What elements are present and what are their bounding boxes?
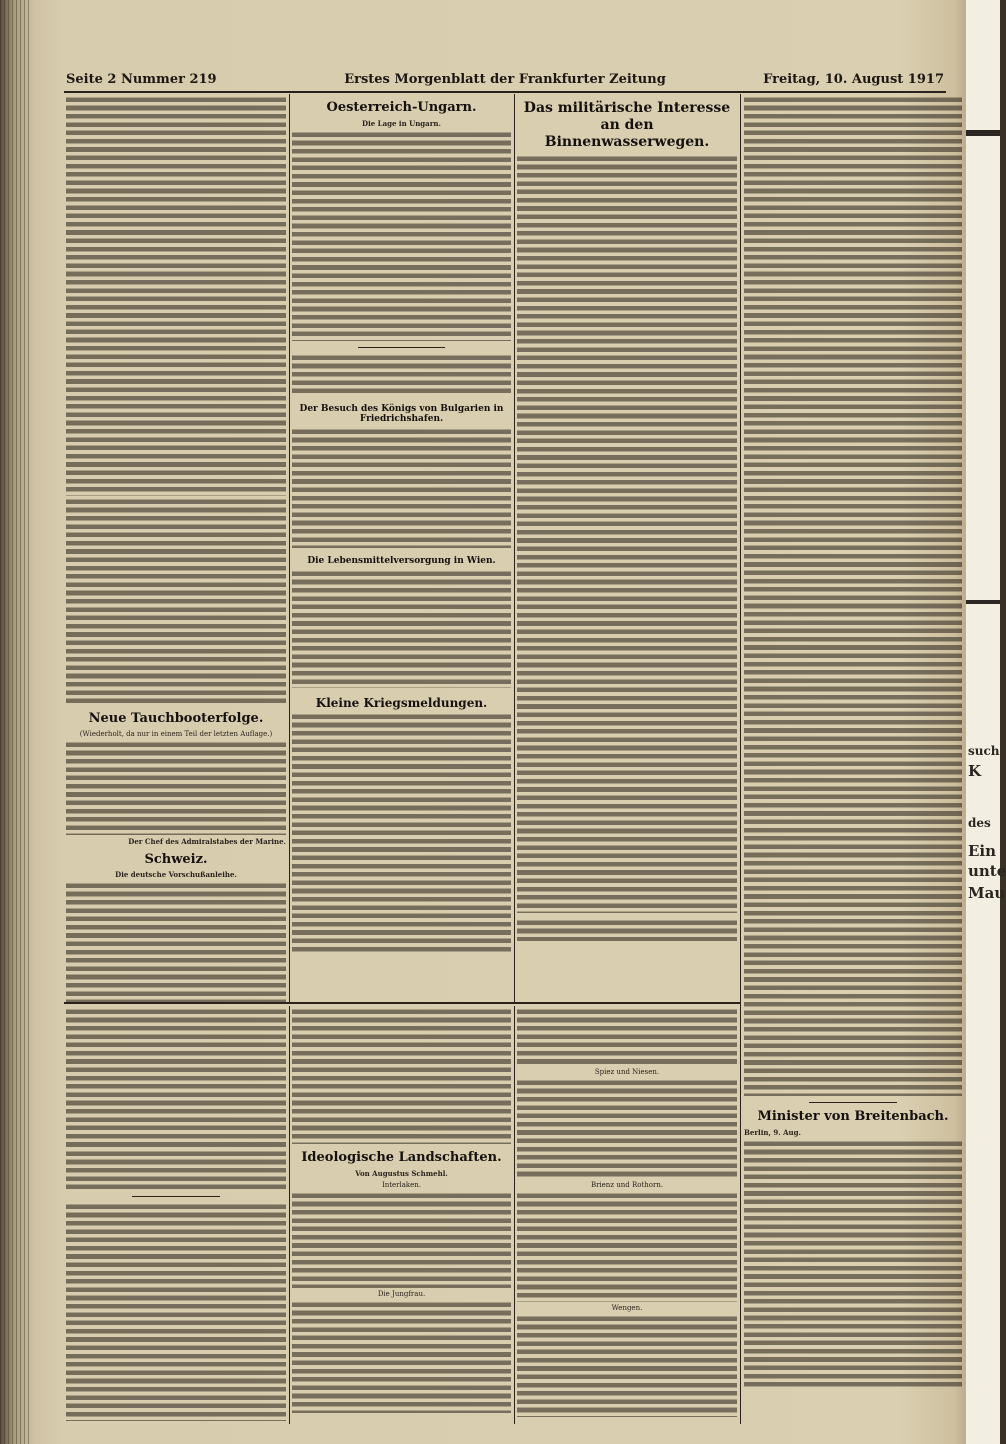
adjacent-page-fragment: Mau (968, 884, 1006, 902)
text-block (292, 428, 511, 548)
article-title-oesterreich: Oesterreich-Ungarn. (326, 100, 477, 115)
dateline-breitenbach: Berlin, 9. Aug. (744, 1127, 801, 1137)
text-block (66, 498, 286, 703)
column-3-lower (517, 1008, 737, 1424)
text-block (292, 713, 511, 953)
column-rule (514, 1006, 515, 1424)
section-divider (64, 1002, 740, 1004)
adjacent-page-fragment: such (968, 744, 1000, 758)
short-divider (132, 1196, 220, 1197)
column-3-upper (517, 96, 737, 1000)
column-rule (740, 94, 741, 1424)
text-block (292, 354, 511, 396)
text-block (517, 1079, 737, 1179)
text-block (66, 741, 286, 835)
column-rule (514, 94, 515, 1002)
text-block (292, 1301, 511, 1413)
column-rule (289, 1006, 290, 1424)
signature-admiralstab: Der Chef des Admiralstabes der Marine. (128, 836, 286, 846)
column-rule (289, 94, 290, 1002)
text-block (66, 328, 286, 496)
article-title-schweiz: Schweiz. (144, 851, 208, 867)
column-4 (744, 96, 962, 1426)
adjacent-page-fragment: des (968, 816, 991, 830)
article-title-wien: Die Lebensmittelversorgung in Wien. (307, 556, 496, 567)
newspaper-title: Erstes Morgenblatt der Frankfurter Zeitung (344, 72, 666, 87)
adjacent-page-bar (966, 130, 1000, 136)
section-heading-brienz: Brienz und Rothorn. (590, 1181, 664, 1189)
text-block (744, 96, 962, 1096)
text-block (292, 570, 511, 688)
article-title-breitenbach: Minister von Breitenbach. (757, 1109, 949, 1124)
section-heading-wengen: Wengen. (611, 1304, 643, 1312)
text-block (517, 1315, 737, 1417)
adjacent-page-fragment: unte (968, 862, 1006, 880)
article-title-bulgarien: Der Besuch des Königs von Bulgarien in Friedrichshafen. (299, 403, 504, 425)
section-heading-spiez: Spiez und Niesen. (594, 1068, 660, 1076)
article-subtitle-oesterreich: Die Lage in Ungarn. (362, 118, 441, 128)
article-title-binnenwasserwege: Das militärische Interesse an den Binnenwasserwegen. (523, 100, 731, 150)
text-block (517, 1192, 737, 1302)
text-block (744, 1140, 962, 1390)
adjacent-page-bar (966, 600, 1000, 604)
footnote-block (517, 919, 737, 941)
article-title-kriegsmeldungen: Kleine Kriegsmeldungen. (315, 695, 488, 710)
section-heading-jungfrau: Die Jungfrau. (377, 1289, 426, 1298)
text-block (66, 96, 286, 326)
page-spine-shadow (0, 0, 30, 1444)
short-divider (809, 1102, 896, 1103)
issue-date: Freitag, 10. August 1917 (763, 72, 944, 87)
text-block (292, 131, 511, 341)
page-number-label: Seite 2 Nummer 219 (66, 72, 217, 87)
adjacent-page-edge (966, 0, 1000, 1444)
article-author: Von Augustus Schmehl. (355, 1168, 448, 1178)
article-subtitle-schweiz: Die deutsche Vorschußanleihe. (115, 870, 237, 880)
text-block (517, 155, 737, 913)
text-block (517, 1008, 737, 1066)
text-block (66, 1008, 286, 1148)
text-block (292, 1008, 511, 1114)
column-1-upper (66, 96, 286, 1000)
column-2-upper (292, 96, 511, 1000)
section-heading-interlaken: Interlaken. (381, 1180, 422, 1189)
short-divider (358, 347, 446, 348)
text-block (66, 1150, 286, 1190)
adjacent-page-fragment: Ein (968, 842, 997, 860)
masthead-rule (64, 91, 946, 93)
text-block (292, 1192, 511, 1288)
article-subtitle-tauchbooterfolge: (Wiederholt, da nur in einem Teil der letzten Auflage.) (79, 729, 273, 738)
column-1-lower (66, 1008, 286, 1424)
text-block (66, 882, 286, 1002)
article-title-landschaften: Ideologische Landschaften. (301, 1150, 502, 1165)
text-block (292, 1116, 511, 1144)
adjacent-page-fragment: K (968, 762, 982, 780)
article-title-tauchbooterfolge: Neue Tauchbooterfolge. (88, 711, 264, 726)
column-2-lower (292, 1008, 511, 1424)
masthead (66, 72, 944, 92)
text-block (66, 1203, 286, 1421)
